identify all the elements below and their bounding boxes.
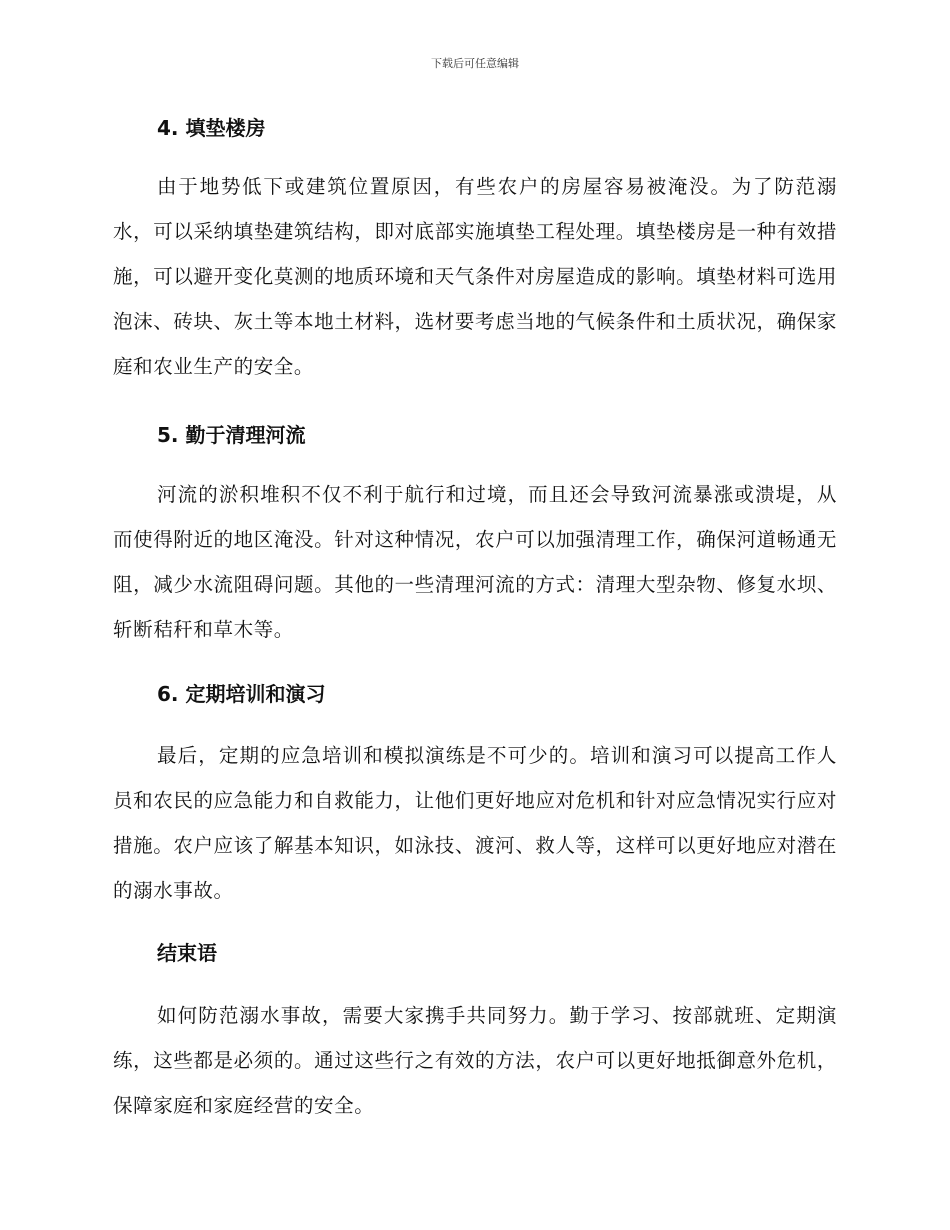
section-heading-4: 4. 填垫楼房	[157, 116, 266, 140]
section-heading-6: 6. 定期培训和演习	[157, 682, 326, 706]
page-header: 下载后可任意编辑	[431, 57, 519, 70]
section-paragraph-4: 由于地势低下或建筑位置原因，有些农户的房屋容易被淹没。为了防范溺水，可以采纳填垫建筑结构，即对底部实施填垫工程处理。填垫楼房是一种有效措施，可以避开变化莫测的地质环境和天气条件对房屋造成的影响。填垫材料可选用泡沫、砖块、灰土等本地土材料，选材要考虑当地的气候条件和土质状况，确保家庭和农业生产的安全。	[113, 175, 837, 378]
section-paragraph-5: 河流的淤积堆积不仅不利于航行和过境，而且还会导致河流暴涨或溃堤，从而使得附近的地区淹没。针对这种情况，农户可以加强清理工作，确保河道畅通无阻，减少水流阻碍问题。其他的一些清理河流的方式：清理大型杂物、修复水坝、斩断秸秆和草木等。	[113, 483, 837, 641]
document-body	[113, 112, 837, 1128]
conclusion-heading: 结束语	[157, 941, 217, 965]
section-heading-5: 5. 勤于清理河流	[157, 423, 306, 447]
conclusion-paragraph: 如何防范溺水事故，需要大家携手共同努力。勤于学习、按部就班、定期演练，这些都是必须的。通过这些行之有效的方法，农户可以更好地抵御意外危机，保障家庭和家庭经营的安全。	[113, 1004, 837, 1117]
section-paragraph-6: 最后，定期的应急培训和模拟演练是不可少的。培训和演习可以提高工作人员和农民的应急能力和自救能力，让他们更好地应对危机和针对应急情况实行应对措施。农户应该了解基本知识，如泳技、渡河、救人等，这样可以更好地应对潜在的溺水事故。	[113, 744, 837, 902]
